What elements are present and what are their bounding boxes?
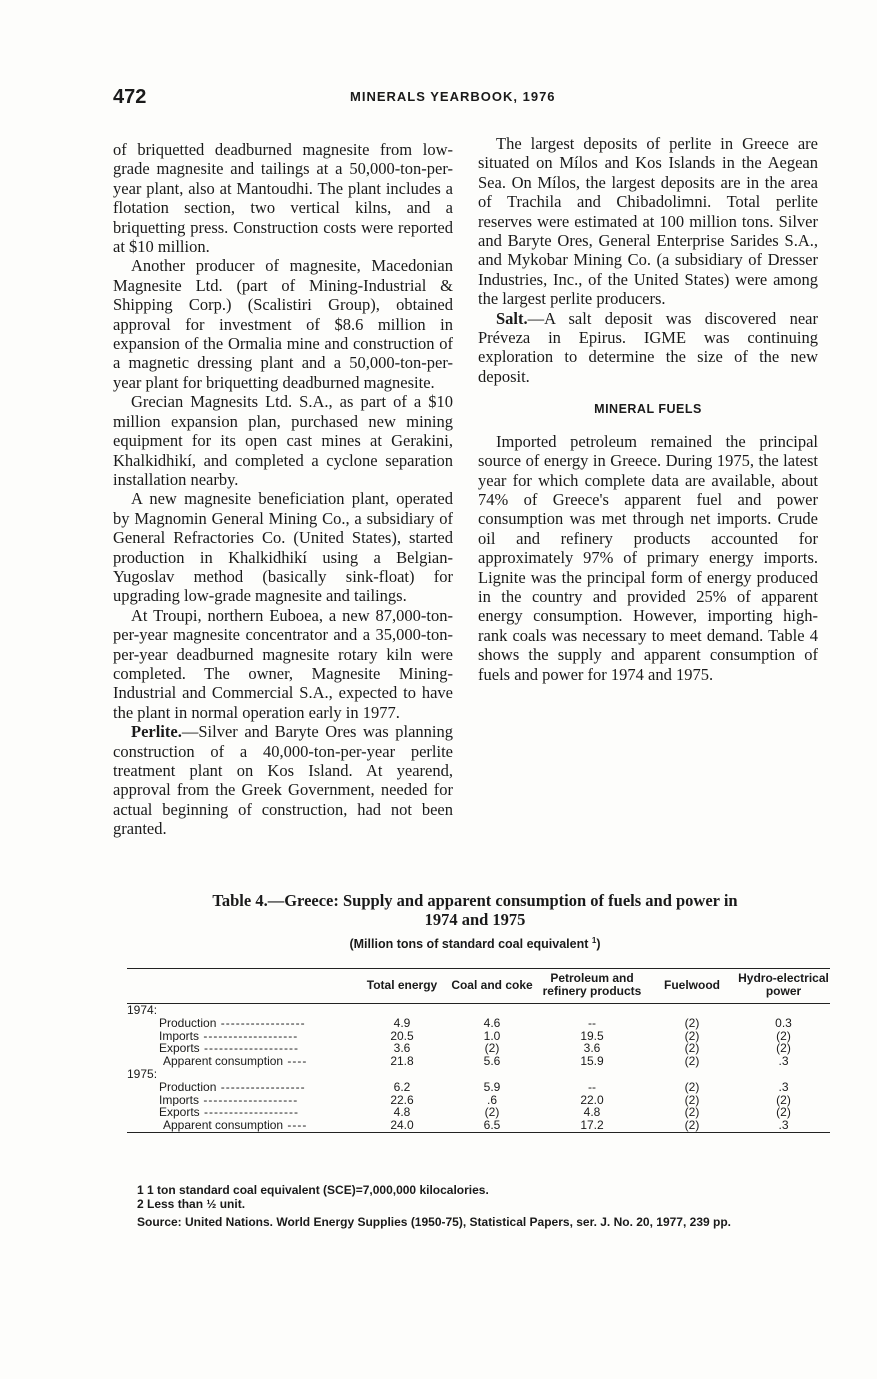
row-label xyxy=(127,1119,357,1132)
table-row xyxy=(127,1106,830,1119)
table-cell: (2) xyxy=(647,1119,737,1132)
paragraph: Another producer of magnesite, Macedonian Magnesite Ltd. (part of Mining-Industrial & Shipping Corp.) (Scalistiri Group), obtained approval for investment of $8.6 million in expansion of the Ormalia mine and construction of a magnetic dressing plant and a 50,000-ton-per-year plant for briquetting deadburned magnesite. xyxy=(113,256,453,392)
table-row xyxy=(127,1042,830,1055)
row-label-text: Exports xyxy=(159,1106,200,1120)
leader-dots: ----------------- xyxy=(216,1016,306,1030)
table-cell: (2) xyxy=(684,1028,700,1043)
footnote: 2 Less than ½ unit. xyxy=(137,1197,246,1211)
paragraph: of briquetted deadburned magnesite from low-grade magnesite and tailings at a 50,000-ton-per-year plant, also at Mantoudhi. The plant includes a flotation section, two vertical kilns, and a briquetting press. Construction costs were reported at $10 million. xyxy=(113,140,453,257)
page-number: 472 xyxy=(113,86,147,108)
row-label-text: Imports xyxy=(159,1029,200,1043)
paragraph: Imported petroleum remained the principal source of energy in Greece. During 1975, the latest year for which complete data are available, about 74% of Greece's apparent fuel and power consumption was met through net imports. Crude oil and refinery products accounted for approximately 97% of primary energy imports. Lignite was the principal form of energy produced in the country and provided 25% of apparent energy consumption. However, importing high-rank coals was necessary to meet demand. Table 4 shows the supply and apparent consumption of fuels and power for 1974 and 1975. xyxy=(478,431,818,684)
table-cell: (2) xyxy=(484,1105,500,1120)
table-cell: 5.6 xyxy=(483,1054,501,1069)
paragraph: Grecian Magnesits Ltd. S.A., as part of a $10 million expansion plan, purchased new mining equipment for its open cast mines at Gerakini, Khalkidhikí, and completed a cyclone separation installation nearby. xyxy=(113,392,453,489)
table-subtitle xyxy=(125,936,825,951)
year-label: 1975: xyxy=(127,1067,158,1081)
table-cell: -- xyxy=(588,1079,596,1094)
leader-dots: ------------------- xyxy=(199,1106,299,1120)
table-title-line: 1974 and 1975 xyxy=(424,910,526,929)
table-cell: 6.5 xyxy=(447,1119,537,1132)
leader-dots: ---- xyxy=(283,1055,308,1068)
paragraph: The largest deposits of perlite in Greece are situated on Mílos and Kos Islands in the Aegean Sea. On Mílos, the largest deposits are in the area of Trachila and Chibadolimni. Total perlite reserves were estimated at 100 million tons. Silver and Baryte Ores, General Enterprise Sarides S.A., and Mykobar Mining Co. (a subsidiary of Dresser Industries, Inc., of the United States) were among the largest perlite producers. xyxy=(478,134,818,309)
table-cell: (2) xyxy=(776,1028,791,1043)
row-label xyxy=(127,1081,357,1094)
leader-dots: ------------------- xyxy=(199,1029,299,1043)
subtitle-close: ) xyxy=(596,937,601,952)
paragraph: At Troupi, northern Euboea, a new 87,000-ton-per-year magnesite concentrator and a 35,000-ton-per-year deadburned magnesite rotary kiln were completed. The owner, Magnesite Mining-Industrial and Commercial S.A., expected to have the plant in normal operation early in 1977. xyxy=(113,605,453,722)
table-cell: (2) xyxy=(776,1041,791,1056)
table-cell: (2) xyxy=(684,1041,700,1056)
row-label xyxy=(127,1042,357,1055)
row-label xyxy=(127,1030,357,1043)
leader-dots: ------------------- xyxy=(199,1093,299,1107)
row-label xyxy=(127,1094,357,1107)
right-column xyxy=(478,134,818,684)
footnotes xyxy=(137,1183,832,1229)
data-table xyxy=(127,968,830,1133)
table-cell: (2) xyxy=(684,1105,700,1120)
table-cell: 17.2 xyxy=(537,1119,647,1132)
table-cell: 4.8 xyxy=(393,1105,411,1120)
table-year-row xyxy=(127,1004,830,1017)
row-label-text: Production xyxy=(159,1080,217,1094)
table-title xyxy=(125,891,825,929)
footnote: 1 1 ton standard coal equivalent (SCE)=7,000,000 kilocalories. xyxy=(137,1183,489,1197)
table-cell: (2) xyxy=(684,1015,700,1030)
table-cell: 1.0 xyxy=(483,1028,501,1043)
table-row xyxy=(127,1030,830,1043)
table-cell: .6 xyxy=(486,1092,497,1107)
subtitle-text: (Million tons of standard coal equivalent xyxy=(349,937,592,952)
table-cell: 22.6 xyxy=(390,1092,414,1107)
table-cell: .3 xyxy=(778,1079,789,1094)
table-cell: 5.9 xyxy=(483,1079,501,1094)
leader-dots: ---- xyxy=(283,1119,308,1133)
footnote-marker: 1 xyxy=(591,936,597,945)
table-cell: 19.5 xyxy=(580,1028,604,1043)
perlite-heading: Perlite. xyxy=(131,722,182,742)
table-body xyxy=(127,1004,830,1133)
row-label-text: Production xyxy=(159,1016,217,1030)
table-cell: (2) xyxy=(776,1092,791,1107)
table-cell: .3 xyxy=(778,1054,789,1069)
perlite-paragraph xyxy=(113,722,453,838)
section-heading: MINERAL FUELS xyxy=(594,402,702,417)
table-title-line: Table 4.—Greece: Supply and apparent consumption of fuels and power in xyxy=(212,891,738,910)
table-row xyxy=(127,1055,830,1068)
table-cell: .3 xyxy=(737,1119,830,1132)
column-header: Hydro-electrical power xyxy=(737,969,830,1004)
table-header-row xyxy=(127,969,830,1004)
year-label: 1974: xyxy=(127,1003,158,1017)
perlite-text: —Silver and Baryte Ores was planning construction of a 40,000-ton-per-year perlite treatment plant on Kos Island. At yearend, approval from the Greek Government, needed for actual beginning of construction, had not been granted. xyxy=(113,722,453,839)
table-cell: (2) xyxy=(684,1079,700,1094)
source-note: Source: United Nations. World Energy Supplies (1950-75), Statistical Papers, ser. J. No. 20, 1977, 239 pp. xyxy=(137,1215,731,1229)
table-cell: 4.9 xyxy=(393,1015,411,1030)
table-cell: 0.3 xyxy=(775,1015,792,1030)
table-cell: (2) xyxy=(684,1054,700,1069)
table-cell: 3.6 xyxy=(393,1041,411,1056)
table-cell: 24.0 xyxy=(357,1119,447,1132)
table-year-row xyxy=(127,1068,830,1081)
table-row xyxy=(127,1017,830,1030)
leader-dots: ------------------- xyxy=(199,1042,299,1056)
column-header: Petroleum and refinery products xyxy=(537,969,647,1004)
column-header: Total energy xyxy=(357,969,447,1004)
column-header xyxy=(127,969,357,1004)
row-label xyxy=(127,1106,357,1119)
table-row xyxy=(127,1119,830,1132)
left-column xyxy=(113,140,453,839)
salt-text: —A salt deposit was discovered near Préveza in Epirus. IGME was continuing exploration to determine the size of the new deposit. xyxy=(478,308,818,386)
salt-paragraph xyxy=(478,309,818,387)
table-cell: (2) xyxy=(484,1041,500,1056)
column-header: Coal and coke xyxy=(447,969,537,1004)
column-header: Fuelwood xyxy=(647,969,737,1004)
row-label-text: Exports xyxy=(159,1042,200,1056)
salt-heading: Salt. xyxy=(496,308,528,328)
table-cell: 22.0 xyxy=(580,1092,604,1107)
leader-dots: ----------------- xyxy=(216,1080,306,1094)
row-label-text: Apparent consumption xyxy=(163,1119,284,1133)
table-cell: (2) xyxy=(776,1105,791,1120)
paragraph: A new magnesite beneficiation plant, operated by Magnomin General Mining Co., a subsidiary of General Refractories Co. (United States), started production in Khalkidhikí using a Belgian-Yugoslav method (basically sink-float) for upgrading low-grade magnesite and tailings. xyxy=(113,489,453,606)
table-cell: 6.2 xyxy=(393,1079,411,1094)
running-title: MINERALS YEARBOOK, 1976 xyxy=(350,89,556,104)
table-row xyxy=(127,1081,830,1094)
table-cell: 3.6 xyxy=(583,1041,601,1056)
table-cell: (2) xyxy=(684,1092,700,1107)
table-cell: -- xyxy=(588,1015,596,1030)
table-cell: 4.6 xyxy=(483,1015,501,1030)
table-cell: 20.5 xyxy=(390,1028,414,1043)
table-cell: 21.8 xyxy=(390,1054,414,1069)
row-label-text: Imports xyxy=(159,1093,200,1107)
row-label xyxy=(127,1017,357,1030)
row-label xyxy=(127,1055,357,1068)
table-cell: 4.8 xyxy=(583,1105,601,1120)
table-cell: 15.9 xyxy=(580,1054,604,1069)
table-row xyxy=(127,1094,830,1107)
row-label-text: Apparent consumption xyxy=(163,1055,284,1068)
